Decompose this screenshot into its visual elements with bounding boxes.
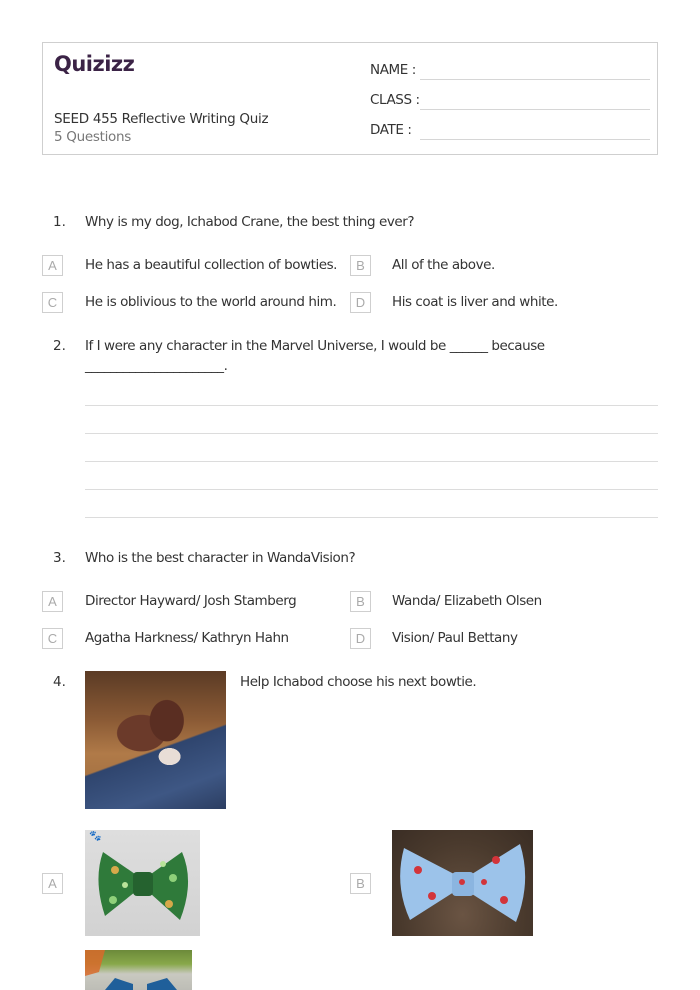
date-field[interactable] — [370, 120, 650, 140]
bowtie-shape-icon — [85, 830, 200, 936]
worksheet-header — [42, 42, 658, 155]
option-b-box[interactable]: B — [350, 255, 371, 276]
option-d-text: His coat is liver and white. — [392, 294, 558, 310]
option-a-box[interactable]: A — [42, 591, 63, 612]
option-c-text: Agatha Harkness/ Kathryn Hahn — [85, 630, 289, 646]
option-d-box[interactable]: D — [350, 292, 371, 313]
dog-photo — [85, 671, 226, 809]
option-a-text: He has a beautiful collection of bowties. — [85, 257, 338, 273]
option-b-box[interactable]: B — [350, 873, 371, 894]
answer-line-5[interactable] — [85, 517, 658, 518]
question-number: 3. — [53, 550, 66, 566]
answer-line-3[interactable] — [85, 461, 658, 462]
question-text: Why is my dog, Ichabod Crane, the best thing ever? — [85, 214, 415, 230]
bowtie-shape-icon — [85, 950, 192, 990]
question-text: Help Ichabod choose his next bowtie. — [240, 674, 477, 690]
lobster-bowtie-image — [392, 830, 533, 936]
paw-print-icon: 🐾 — [89, 831, 102, 842]
green-bowtie-image — [85, 830, 200, 936]
bowtie-shape-icon — [392, 830, 533, 936]
answer-line-1[interactable] — [85, 405, 658, 406]
question-text: If I were any character in the Marvel Universe, I would be ______ because — [85, 338, 545, 354]
name-input-line[interactable] — [420, 79, 650, 80]
question-number: 2. — [53, 338, 66, 354]
question-number: 4. — [53, 674, 66, 690]
option-a-text: Director Hayward/ Josh Stamberg — [85, 593, 297, 609]
option-c-box[interactable]: C — [42, 292, 63, 313]
quiz-title: SEED 455 Reflective Writing Quiz — [54, 111, 269, 127]
class-input-line[interactable] — [420, 109, 650, 110]
class-label: CLASS : — [370, 92, 420, 108]
name-field[interactable] — [370, 60, 650, 80]
option-b-box[interactable]: B — [350, 591, 371, 612]
name-label: NAME : — [370, 62, 416, 78]
quizizz-logo: Quizizz — [54, 52, 135, 76]
question-text-blank: ______________________. — [85, 358, 228, 374]
option-c-box[interactable]: C — [42, 628, 63, 649]
option-b-text: All of the above. — [392, 257, 495, 273]
class-field[interactable] — [370, 90, 650, 110]
option-a-box[interactable]: A — [42, 873, 63, 894]
plaid-bowtie-image — [85, 950, 192, 990]
option-b-text: Wanda/ Elizabeth Olsen — [392, 593, 542, 609]
question-count: 5 Questions — [54, 129, 131, 145]
option-d-text: Vision/ Paul Bettany — [392, 630, 518, 646]
date-input-line[interactable] — [420, 139, 650, 140]
date-label: DATE : — [370, 122, 412, 138]
option-c-text: He is oblivious to the world around him. — [85, 294, 337, 310]
option-a-box[interactable]: A — [42, 255, 63, 276]
answer-line-2[interactable] — [85, 433, 658, 434]
option-d-box[interactable]: D — [350, 628, 371, 649]
question-text: Who is the best character in WandaVision? — [85, 550, 356, 566]
question-number: 1. — [53, 214, 66, 230]
answer-line-4[interactable] — [85, 489, 658, 490]
